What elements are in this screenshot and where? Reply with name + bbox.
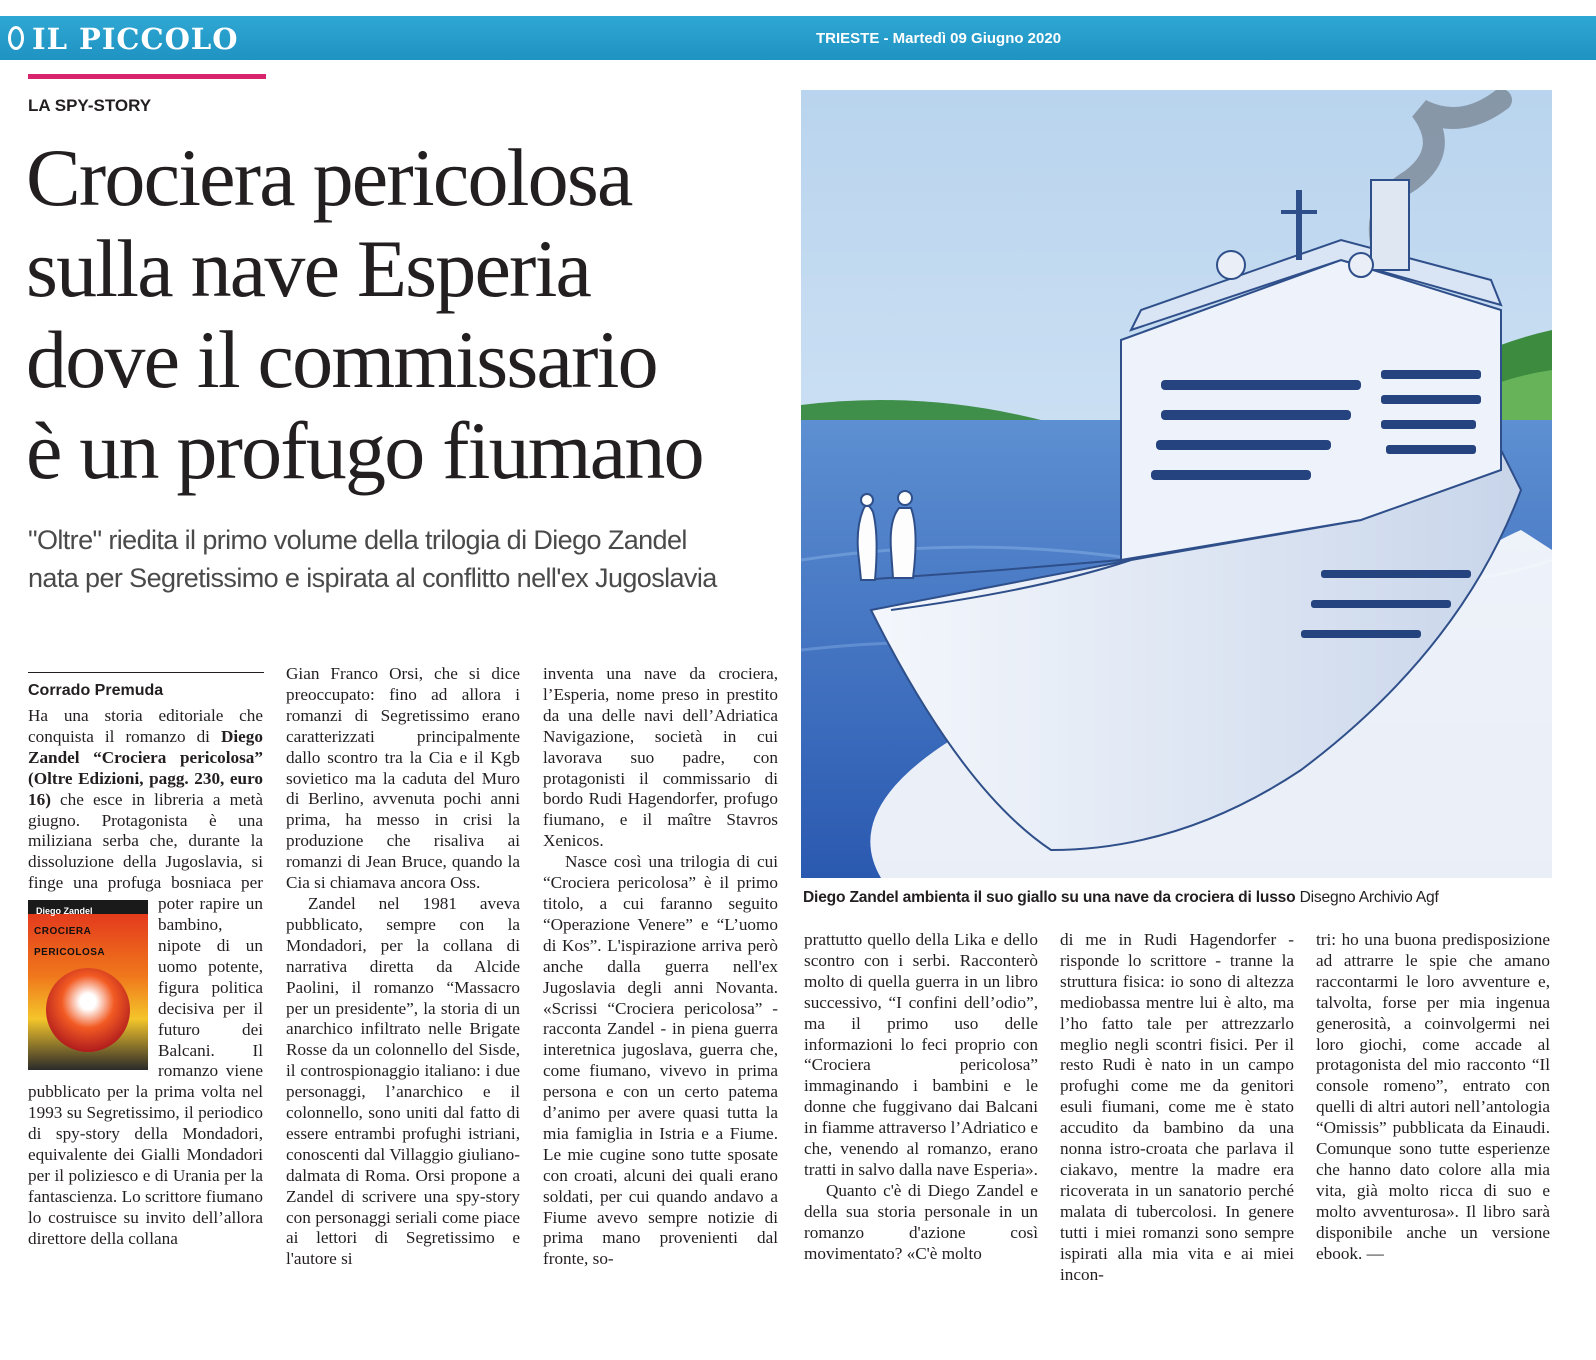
article-column-3 bbox=[543, 664, 778, 1270]
article-column-6 bbox=[1316, 930, 1550, 1265]
accent-rule bbox=[28, 74, 266, 79]
section-kicker: LA SPY-STORY bbox=[28, 96, 152, 115]
article-column-2 bbox=[286, 664, 520, 1270]
paragraph: Gian Franco Orsi, che si dice preoccupato: fino ad allora i romanzi di Segretissimo erano caratterizzati principalmente dallo scontro tra la Cia e il Kgb sovietico ma la caduta del Muro di Berlino, avvenuta pochi anni prima, ha messo in crisi la produzione che risaliva ai romanzi di Jean Bruce, quando la Cia si chiamava ancora Oss. bbox=[286, 664, 520, 893]
book-details-bold: Diego Zandel “Crociera pericolosa” (Oltre Edizioni, pagg. 230, euro 16) bbox=[28, 726, 263, 809]
article-column-5 bbox=[1060, 930, 1294, 1285]
image-caption bbox=[803, 889, 1439, 907]
logo-text: IL PICCOLO bbox=[32, 22, 239, 56]
logo-ring-icon bbox=[8, 26, 24, 50]
caption-credit: Disegno Archivio Agf bbox=[1299, 889, 1439, 906]
book-cover-emblem-icon bbox=[46, 968, 130, 1052]
author-rule bbox=[28, 672, 264, 673]
article-column-4 bbox=[804, 930, 1038, 1265]
headline-line: dove il commissario bbox=[26, 314, 657, 405]
masthead-bar bbox=[0, 16, 1596, 60]
text-run: che esce in libreria a metà giugno. Protagonista è una miliziana serba che, durante la dissoluzione della Jugoslavia, si finge una profuga bosniaca per poter bbox=[28, 789, 263, 914]
subheadline bbox=[28, 521, 798, 597]
cruise-ship-illustration bbox=[801, 90, 1552, 878]
headline-line: sulla nave Esperia bbox=[26, 223, 591, 314]
paragraph: prattutto quello della Lika e dello scontro con i serbi. Racconterò molto di quella guerra in un libro successivo, “I confini dell’odio”, ma il primo uso delle informazioni lo feci proprio con “Crociera pericolosa” immaginando i bambini e le donne che fuggivano dai Balcani in fiamme attraverso l’Adriatico e che, venendo al romanzo, erano tratti in salvo dalla nave Esperia». bbox=[804, 930, 1038, 1179]
subhead-line: "Oltre" riedita il primo volume della trilogia di Diego Zandel bbox=[28, 525, 687, 555]
paragraph bbox=[28, 706, 263, 1250]
text-run: Ha una storia editoriale che conquista il romanzo di bbox=[28, 706, 263, 746]
caption-text: Diego Zandel ambienta il suo giallo su una nave da crociera di lusso bbox=[803, 889, 1296, 906]
book-cover-author: Diego Zandel bbox=[36, 906, 93, 917]
paragraph: Nasce così una trilogia di cui “Crociera pericolosa” è il primo titolo, a cui faranno seguito “Operazione Venere” e “L’uomo di Kos”. L'ispirazione arriva però anche dalla guerra nell'ex Jugoslavia degli anni Novanta. «Scrissi “Crociera pericolosa” - racconta Zandel - in piena guerra interetnica jugoslava, guerra che, come fiumano, vivevo in prima persona e con un certo patema d’animo per avere quasi tutta la mia famiglia in Istria e a Fiume. Le mie cugine sono tutte sposate con croati, alcuni dei quali erano soldati, per cui quando andavo a Fiume avevo sempre notizie di prima mano provenienti dal fronte, so- bbox=[543, 852, 778, 1269]
headline bbox=[26, 132, 806, 496]
paragraph: Zandel nel 1981 aveva pubblicato, sempre con la Mondadori, per la collana di narrativa diretta da Alcide Paolini, il romanzo “Massacro per un presidente”, la storia di un anarchico infiltrato nelle Brigate Rosse da un colonnello del Sisde, il controspionaggio italiano: i due personaggi, l’anarchico e il colonnello, sono uniti dal fatto di essere entrambi profughi istriani, conoscenti dal Villaggio giuliano-dalmata di Roma. Orsi propone a Zandel di scrivere una spy-story con personaggi seriali come piace ai lettori di Segretissimo e l'autore si bbox=[286, 893, 520, 1269]
paragraph: di me in Rudi Hagendorfer - risponde lo scrittore - tranne la struttura fisica: io sono di altezza mediobassa mentre lui è alto, ma l’ho fatto tale per attrezzarlo meglio negli scontri fisici. Per il resto Rudi è nato in un campo profughi come me da genitori esuli fiumani, come me è stato accudito da bambino da una nonna istro-croata che parlava il ciakavo, mentre la madre era ricoverata in un sanatorio perché malata di tubercolosi. In genere tutti i miei romanzi sono sempre ispirati alla mia vita e ai miei incon- bbox=[1060, 930, 1294, 1284]
book-cover bbox=[28, 900, 148, 1070]
dateline: TRIESTE - Martedì 09 Giugno 2020 bbox=[816, 30, 1062, 47]
headline-line: Crociera pericolosa bbox=[26, 132, 632, 223]
headline-line: è un profugo fiumano bbox=[26, 405, 703, 496]
paragraph: inventa una nave da crociera, l’Esperia, nome preso in prestito da una delle navi dell’Adriatica Navigazione, società in cui lavorava suo padre, con protagonisti il commissario di bordo Rudi Hagendorfer, profugo fiumano, e il maître Stavros Xenicos. bbox=[543, 664, 778, 851]
article-column-1 bbox=[28, 706, 263, 1250]
text-run: rapire un bambino, nipote di un uomo potente, figura politica decisiva per il futuro dei Balcani. Il romanzo viene pubblicato per la prima volta nel 1993 su Segretissimo, il periodico di spy-story della Mondadori, equivalente dei Gialli Mondadori per il poliziesco e di Urania per la fantascienza. Lo scrittore fiumano lo costruisce su invito dell’allora direttore della collana bbox=[28, 894, 263, 1248]
book-cover-title: CROCIERA PERICOLOSA bbox=[34, 926, 106, 959]
byline: Corrado Premuda bbox=[28, 682, 164, 699]
subhead-line: nata per Segretissimo e ispirata al conflitto nell'ex Jugoslavia bbox=[28, 563, 717, 593]
paragraph: tri: ho una buona predisposizione ad attrarre le spie che amano raccontarmi le loro avventure e, talvolta, forse per mia ingenua generosità, a coinvolgermi nei loro giochi, come accade al protagonista del mio racconto “Il console romeno”, entrato con quelli di altri autori nell’antologia “Omissis” pubblicata da Einaudi. Comunque sono tutte esperienze che hanno dato colore alla mia vita, già molto ricca di suo e molto avventurosa». Il libro sarà disponibile anche un versione ebook. — bbox=[1316, 930, 1550, 1263]
paragraph: Quanto c'è di Diego Zandel e della sua storia personale in un romanzo d'azione così movimentato? «C'è molto bbox=[804, 1180, 1038, 1263]
newspaper-logo bbox=[8, 22, 239, 56]
